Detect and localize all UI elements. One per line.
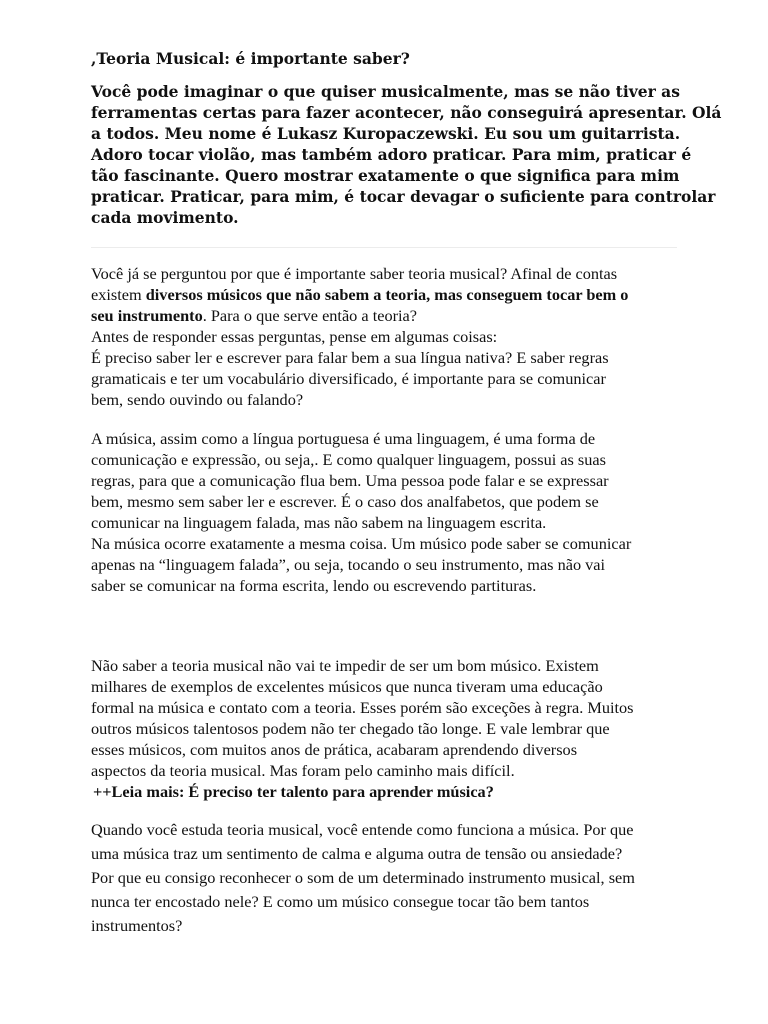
- paragraph-line: Antes de responder essas perguntas, pense em algumas coisas:: [91, 327, 498, 346]
- bold-phrase: seu instrumento: [91, 306, 203, 325]
- paragraph-line: uma música traz um sentimento de calma e alguma outra de tensão ou ansiedade?: [91, 844, 623, 863]
- article-title: ,Teoria Musical: é importante saber?: [91, 49, 410, 68]
- intro-paragraph: [91, 81, 722, 228]
- paragraph-music-language: [91, 428, 631, 596]
- paragraph-line: Por que eu consigo reconhecer o som de um determinado instrumento musical, sem: [91, 868, 635, 887]
- paragraph-line: nunca ter encostado nele? E como um músico consegue tocar tão bem tantos: [91, 892, 590, 911]
- paragraph-line: instrumentos?: [91, 916, 183, 935]
- paragraph-line: É preciso saber ler e escrever para falar bem a sua língua nativa? E saber regras: [91, 348, 609, 367]
- intro-line: tão fascinante. Quero mostrar exatamente o que significa para mim: [91, 166, 680, 185]
- paragraph-line: apenas na “linguagem falada”, ou seja, tocando o seu instrumento, mas não vai: [91, 555, 606, 574]
- paragraph-line: regras, para que a comunicação flua bem. Uma pessoa pode falar e se expressar: [91, 471, 609, 490]
- intro-line: ferramentas certas para fazer acontecer, não conseguirá apresentar. Olá: [91, 103, 722, 122]
- section-divider: [91, 247, 677, 248]
- paragraph-line: outros músicos talentosos podem não ter chegado tão longe. E vale lembrar que: [91, 719, 610, 738]
- paragraph-line: Não saber a teoria musical não vai te impedir de ser um bom músico. Existem: [91, 656, 599, 675]
- paragraph-why-theory: [91, 263, 628, 410]
- paragraph-line: comunicar na linguagem falada, mas não sabem na linguagem escrita.: [91, 513, 547, 532]
- paragraph-line: esses músicos, com muitos anos de prática, acabaram aprendendo diversos: [91, 740, 578, 759]
- paragraph-line: Quando você estuda teoria musical, você entende como funciona a música. Por que: [91, 820, 634, 839]
- paragraph-line: Você já se perguntou por que é importante saber teoria musical? Afinal de contas: [91, 264, 618, 283]
- intro-line: praticar. Praticar, para mim, é tocar devagar o suficiente para controlar: [91, 187, 716, 206]
- paragraph-studying-theory: [91, 818, 635, 938]
- paragraph-line: Na música ocorre exatamente a mesma coisa. Um músico pode saber se comunicar: [91, 534, 632, 553]
- paragraph-text: existem: [91, 285, 146, 304]
- paragraph-not-knowing-theory: [91, 655, 634, 781]
- bold-phrase: diversos músicos que não sabem a teoria, mas conseguem tocar bem o: [145, 285, 629, 304]
- paragraph-line: comunicação e expressão, ou seja,. E como qualquer linguagem, possui as suas: [91, 450, 606, 469]
- paragraph-line: gramaticais e ter um vocabulário diversificado, é importante para se comunicar: [91, 369, 606, 388]
- paragraph-line: [91, 305, 628, 326]
- read-more-link[interactable]: ++Leia mais: É preciso ter talento para aprender música?: [93, 782, 494, 801]
- paragraph-line: saber se comunicar na forma escrita, lendo ou escrevendo partituras.: [91, 576, 537, 595]
- paragraph-line: aspectos da teoria musical. Mas foram pelo caminho mais difícil.: [91, 761, 515, 780]
- paragraph-line: bem, mesmo sem saber ler e escrever. É o caso dos analfabetos, que podem se: [91, 492, 599, 511]
- paragraph-line: bem, sendo ouvindo ou falando?: [91, 390, 304, 409]
- paragraph-line: A música, assim como a língua portuguesa é uma linguagem, é uma forma de: [91, 429, 596, 448]
- intro-line: Adoro tocar violão, mas também adoro praticar. Para mim, praticar é: [91, 145, 692, 164]
- intro-line: a todos. Meu nome é Lukasz Kuropaczewski. Eu sou um guitarrista.: [91, 124, 681, 143]
- intro-line: cada movimento.: [91, 208, 239, 227]
- paragraph-line: formal na música e contato com a teoria. Esses porém são exceções à regra. Muitos: [91, 698, 634, 717]
- paragraph-line: [91, 284, 628, 305]
- paragraph-line: milhares de exemplos de excelentes músicos que nunca tiveram uma educação: [91, 677, 603, 696]
- intro-line: Você pode imaginar o que quiser musicalmente, mas se não tiver as: [91, 82, 680, 101]
- paragraph-text: . Para o que serve então a teoria?: [202, 306, 417, 325]
